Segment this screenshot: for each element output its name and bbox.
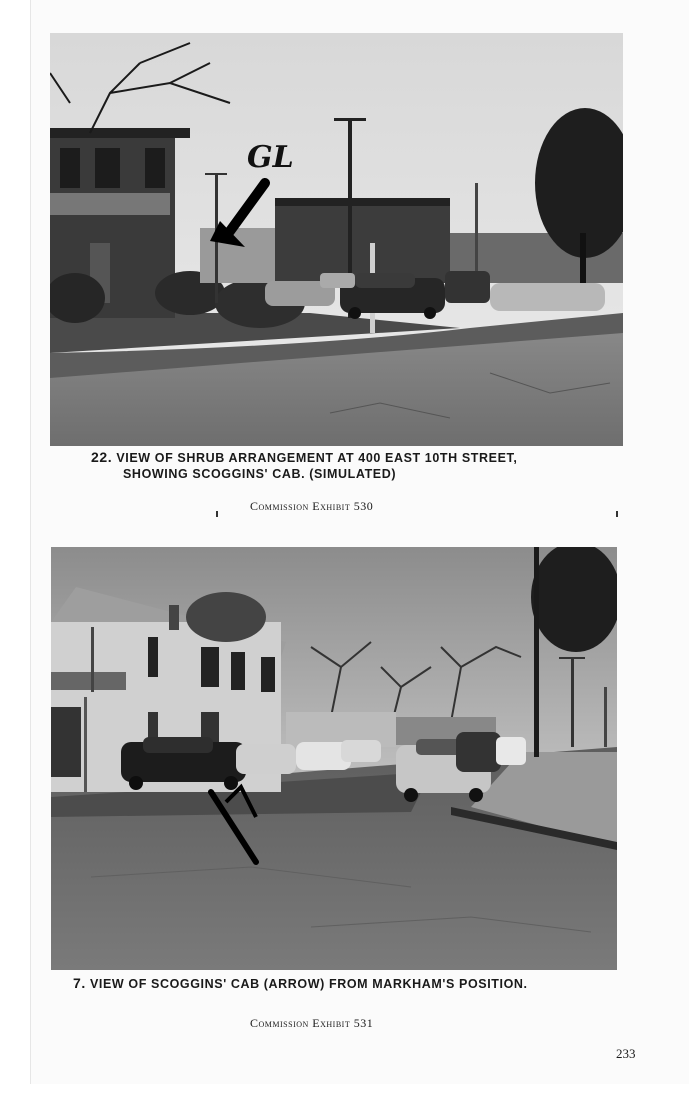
exhibit-531-photo [51, 547, 617, 970]
page-mark-left [216, 511, 218, 517]
exhibit-531-label: Commission Exhibit 531 [250, 1016, 374, 1030]
caption-line-1: VIEW OF SCOGGINS' CAB (ARROW) FROM MARKHAM'S POSITION. [89, 977, 528, 991]
page-mark-right [616, 511, 618, 517]
exhibit-530-caption [91, 449, 591, 482]
exhibit-530-label: Commission Exhibit 530 [250, 499, 374, 513]
exhibit-531-caption [73, 975, 613, 992]
exhibit-530-photo [50, 33, 623, 446]
caption-number: 7. [73, 975, 86, 991]
caption-line-2: SHOWING SCOGGINS' CAB. (SIMULATED) [123, 467, 397, 481]
page-number: 233 [616, 1046, 636, 1061]
caption-line-1: VIEW OF SHRUB ARRANGEMENT AT 400 EAST 10TH STREET, [116, 451, 518, 465]
handwritten-mark-gl: GL [247, 140, 294, 175]
caption-number: 22. [91, 449, 113, 465]
